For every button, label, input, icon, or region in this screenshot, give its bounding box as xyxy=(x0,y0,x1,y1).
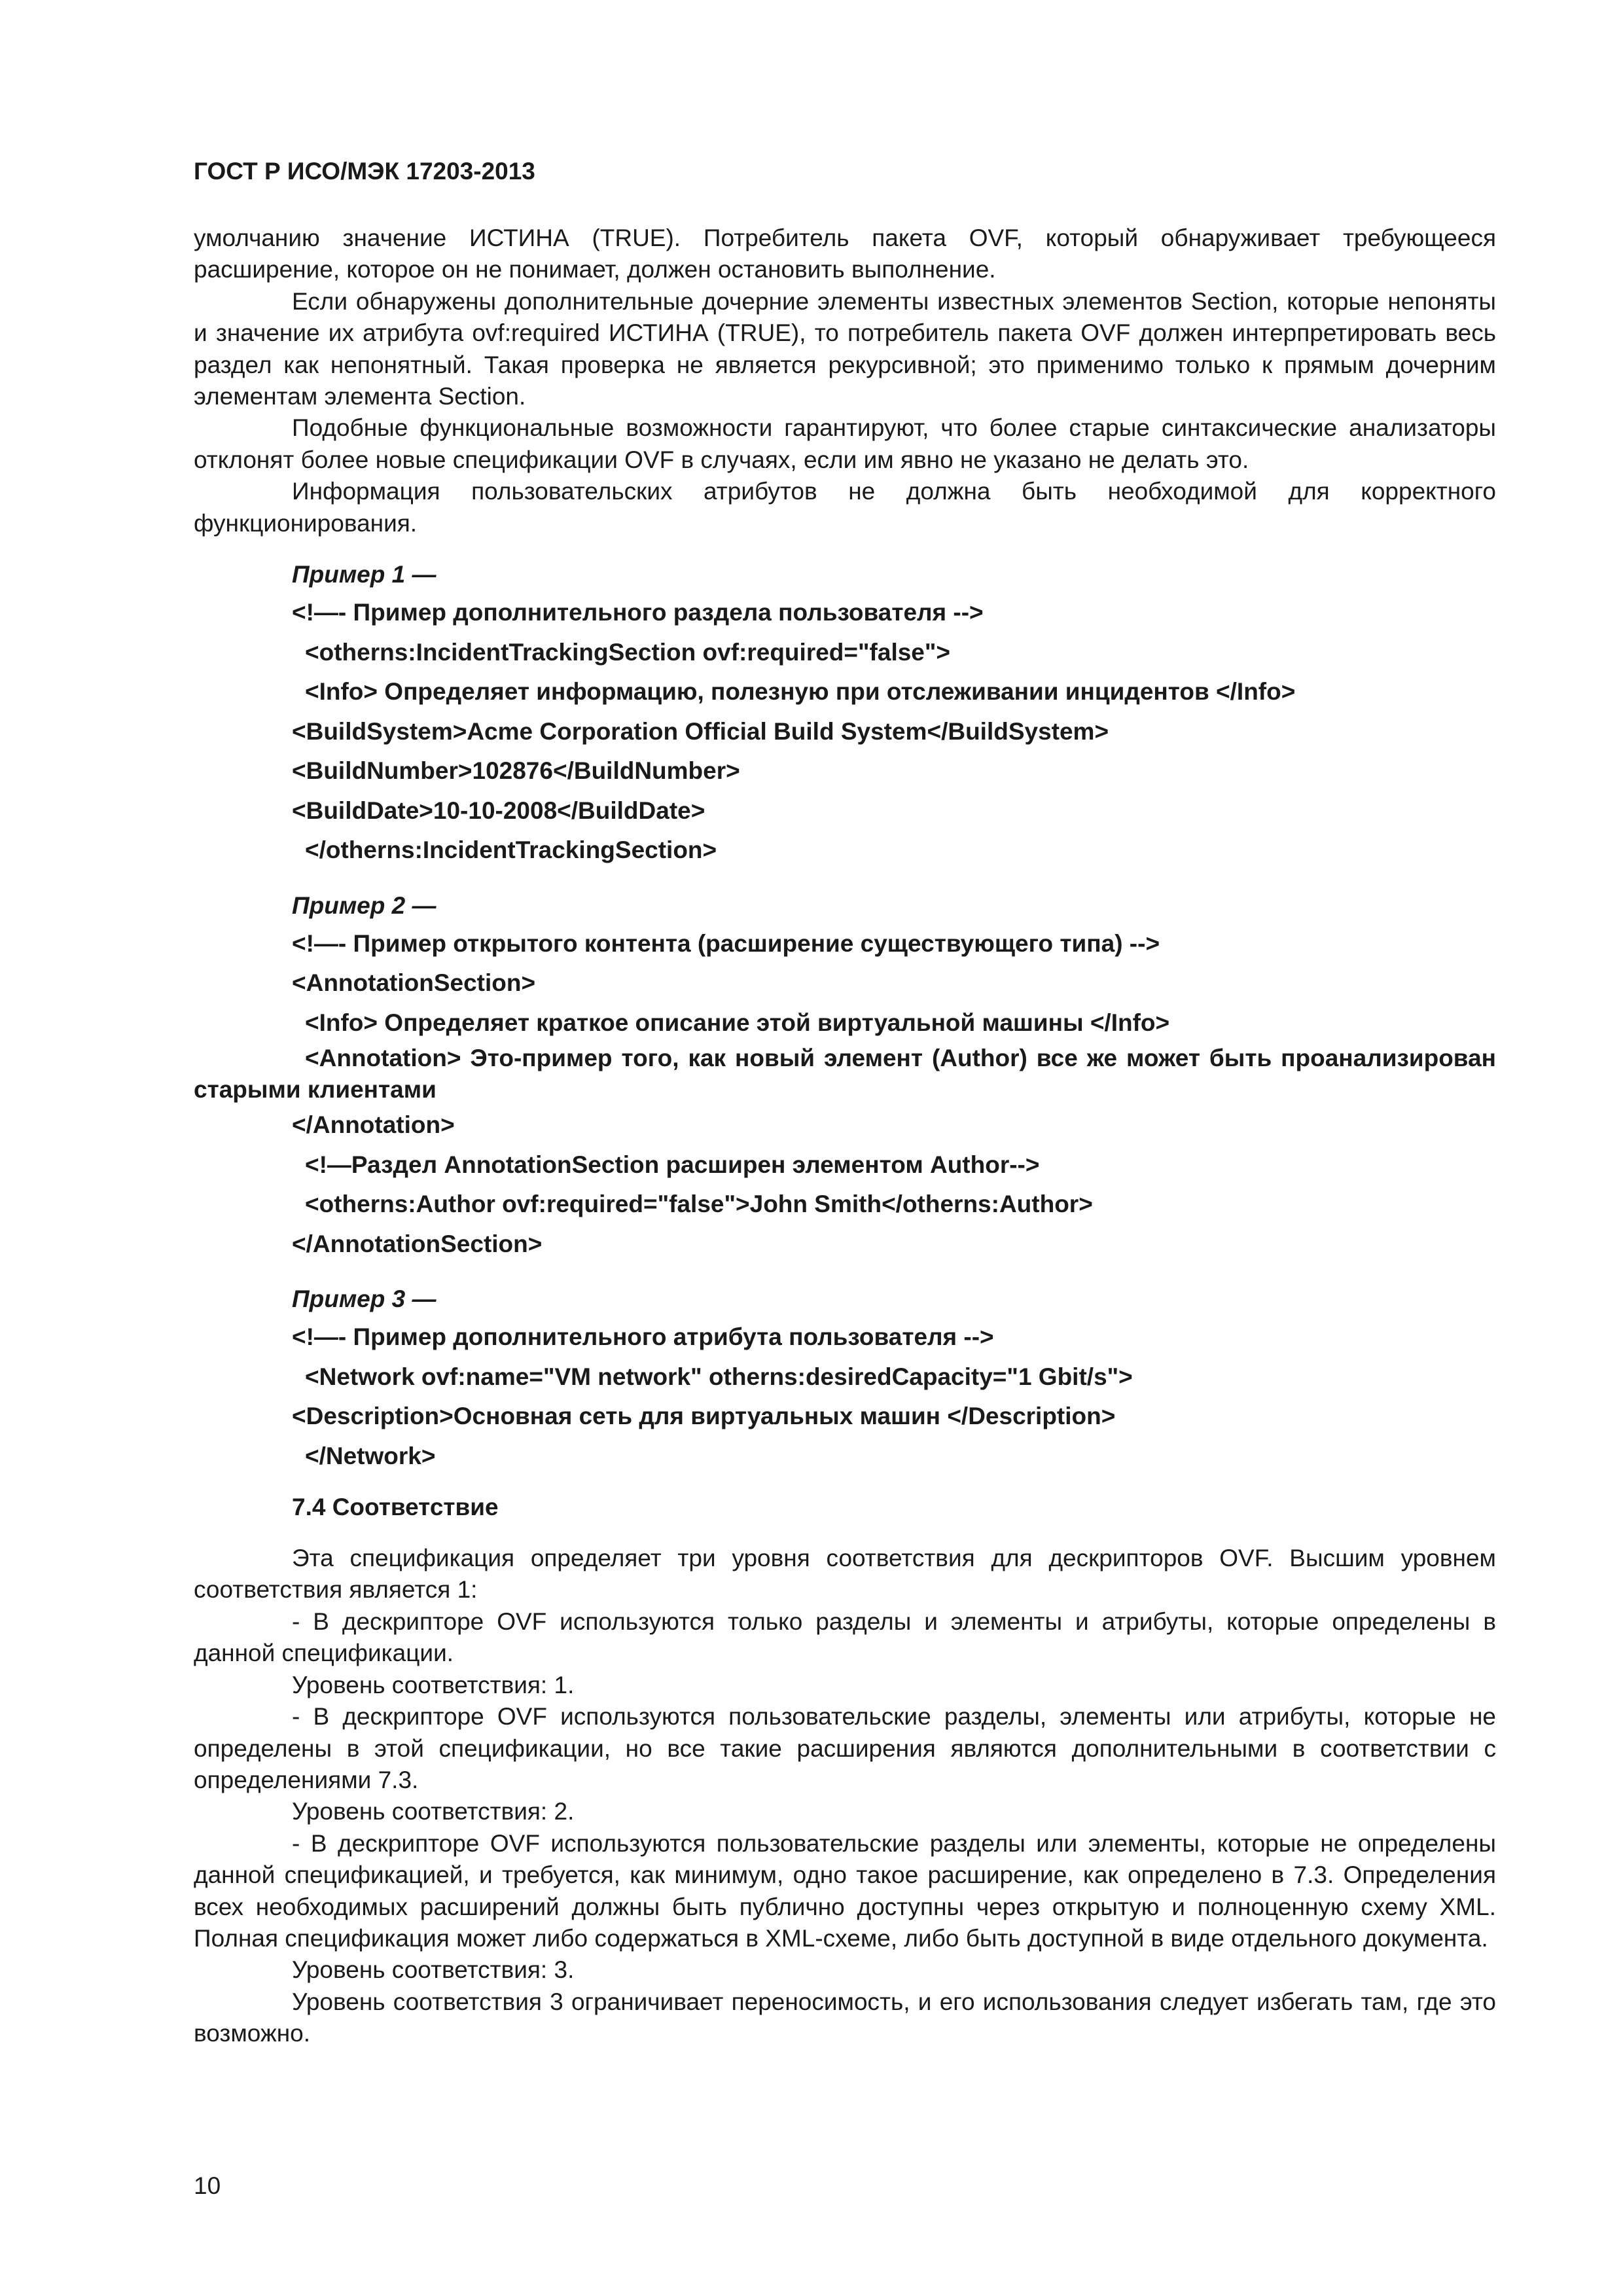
paragraph: Уровень соответствия 3 ограничивает переносимость, и его использования следует избегать там, где это возможно. xyxy=(194,1988,1496,2047)
conformance-level: Уровень соответствия: 2. xyxy=(292,1798,575,1825)
code-line: <BuildSystem>Acme Corporation Official Build System</BuildSystem> xyxy=(292,717,1109,745)
paragraph: умолчанию значение ИСТИНА (TRUE). Потребитель пакета OVF, который обнаруживает требующееся расширение, которое он не понимает, должен остановить выполнение. xyxy=(194,224,1496,283)
page-number: 10 xyxy=(194,2172,221,2199)
code-line: <otherns:IncidentTrackingSection ovf:required="false"> xyxy=(305,638,951,666)
example-3-label: Пример 3 — xyxy=(292,1285,437,1313)
paragraph: Эта спецификация определяет три уровня соответствия для дескрипторов OVF. Высшим уровнем соответствия является 1: xyxy=(194,1545,1496,1604)
list-item: - В дескрипторе OVF используются только разделы и элементы и атрибуты, которые определены в данной спецификации. xyxy=(194,1607,1496,1667)
code-line: <Network ovf:name="VM network" otherns:desiredCapacity="1 Gbit/s"> xyxy=(305,1363,1133,1390)
paragraph: Если обнаружены дополнительные дочерние элементы известных элементов Section, которые непоняты и значение их атрибута ovf:required ИСТИНА (TRUE), то потребитель пакета OVF должен интерпретировать весь раздел как непонятный. Такая проверка не является рекурсивной; это применимо только к прямым дочерним элементам элемента Section. xyxy=(194,287,1496,410)
code-line: <Info> Определяет информацию, полезную при отслеживании инцидентов </Info> xyxy=(305,678,1296,706)
code-line: <BuildDate>10-10-2008</BuildDate> xyxy=(292,797,705,824)
paragraph: Информация пользовательских атрибутов не должна быть необходимой для корректного функционирования. xyxy=(194,478,1496,537)
list-item: - В дескрипторе OVF используются пользовательские разделы или элементы, которые не определены данной спецификацией, и требуется, как минимум, одно такое расширение, как определено в 7.3. Определения всех необходимых расширений должны быть публично доступны через открытую и полноценную схему XML. Полная спецификация может либо содержаться в XML-схеме, либо быть доступной в виде отдельного документа. xyxy=(194,1829,1496,1952)
code-line: </Annotation> xyxy=(292,1111,455,1139)
code-line: </Network> xyxy=(305,1442,436,1469)
code-line: <BuildNumber>102876</BuildNumber> xyxy=(292,757,740,785)
code-line: <!—Раздел AnnotationSection расширен элементом Author--> xyxy=(305,1151,1040,1178)
section-title: 7.4 Соответствие xyxy=(292,1494,499,1521)
code-line: <!—- Пример дополнительного раздела пользователя --> xyxy=(292,599,984,626)
code-line: <otherns:Author ovf:required="false">John Smith</otherns:Author> xyxy=(305,1191,1093,1218)
code-line: <!—- Пример открытого контента (расширение существующего типа) --> xyxy=(292,929,1160,957)
code-line: <Description>Основная сеть для виртуальных машин </Description> xyxy=(292,1403,1116,1430)
paragraph: Подобные функциональные возможности гарантируют, что более старые синтаксические анализаторы отклонят более новые спецификации OVF в случаях, если им явно не указано не делать это. xyxy=(194,414,1496,473)
code-line: </otherns:IncidentTrackingSection> xyxy=(305,836,717,864)
example-2-label: Пример 2 — xyxy=(292,891,437,919)
conformance-level: Уровень соответствия: 1. xyxy=(292,1671,575,1698)
conformance-level: Уровень соответствия: 3. xyxy=(292,1956,575,1984)
code-line: </AnnotationSection> xyxy=(292,1230,543,1257)
list-item: - В дескрипторе OVF используются пользовательские разделы, элементы или атрибуты, которые не определены в этой спецификации, но все такие расширения являются дополнительными в соответствии с определениями 7.3. xyxy=(194,1703,1496,1793)
code-line: <!—- Пример дополнительного атрибута пользователя --> xyxy=(292,1323,994,1351)
page-body xyxy=(194,223,1496,2050)
code-line: <Info> Определяет краткое описание этой виртуальной машины </Info> xyxy=(305,1009,1170,1036)
document-header: ГОСТ Р ИСО/МЭК 17203-2013 xyxy=(194,158,535,185)
code-line-wrapped: <Annotation> Это-пример того, как новый элемент (Author) все же может быть проанализирован старыми клиентами xyxy=(194,1045,1496,1103)
code-line: <AnnotationSection> xyxy=(292,969,536,997)
example-1-label: Пример 1 — xyxy=(292,561,437,588)
